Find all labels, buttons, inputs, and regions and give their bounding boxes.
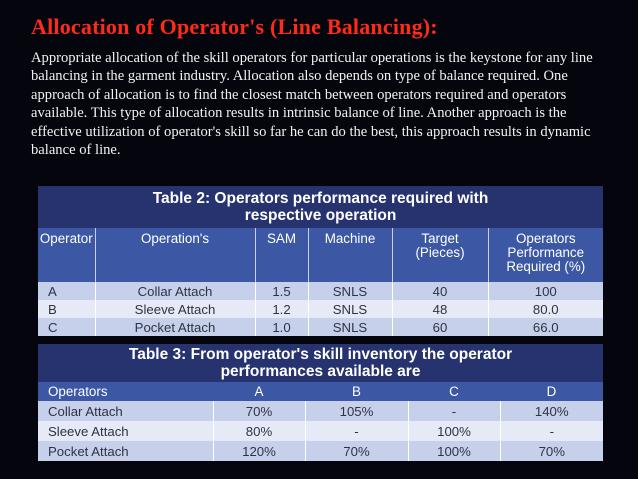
header-target [392, 228, 488, 282]
cell-operator: A [38, 282, 95, 300]
header-machine: Machine [308, 228, 392, 282]
cell-operation: Sleeve Attach [95, 300, 255, 318]
cell-operation: Pocket Attach [95, 318, 255, 336]
table-caption-line: Table 2: Operators performance required with [152, 190, 489, 207]
cell-sam: 1.5 [255, 282, 308, 300]
table-row [38, 318, 603, 336]
header-operation: Operation's [95, 228, 255, 282]
cell-operator: C [38, 318, 95, 336]
cell-c: 100% [408, 441, 500, 461]
table-skill-inventory [38, 344, 603, 461]
cell-performance: 100 [534, 283, 557, 299]
cell-performance: 80.0 [532, 301, 559, 317]
cell-operation: Collar Attach [38, 401, 213, 421]
cell-target: 48 [392, 300, 488, 318]
table-header-row [38, 228, 603, 282]
header-performance-line: Required (%) [506, 259, 586, 274]
cell-machine: SNLS [308, 318, 392, 336]
table-caption-line: performances available are [220, 363, 421, 380]
header-c: C [449, 383, 459, 399]
header-d: D [546, 383, 557, 399]
cell-machine: SNLS [308, 282, 392, 300]
cell-b: - [305, 421, 408, 441]
header-a: A [254, 383, 264, 399]
table-row [38, 401, 603, 421]
table-header-row [38, 382, 603, 401]
cell-a: 70% [213, 401, 305, 421]
table-caption [38, 344, 603, 382]
header-performance-line: Operators [515, 231, 576, 246]
cell-target: 40 [392, 282, 488, 300]
table-row [38, 421, 603, 441]
cell-c: - [408, 401, 500, 421]
cell-performance: 66.0 [532, 319, 559, 335]
cell-d: 70% [538, 443, 565, 459]
table-row [38, 300, 603, 318]
cell-b: 105% [305, 401, 408, 421]
header-target-line: (Pieces) [415, 245, 465, 260]
cell-a: 120% [213, 441, 305, 461]
cell-operation: Sleeve Attach [38, 421, 213, 441]
cell-sam: 1.2 [255, 300, 308, 318]
cell-a: 80% [213, 421, 305, 441]
cell-machine: SNLS [308, 300, 392, 318]
table-caption-line: Table 3: From operator's skill inventory the operator [128, 346, 513, 363]
cell-operation: Pocket Attach [38, 441, 213, 461]
cell-d: 140% [534, 403, 569, 419]
header-operator: Operator [38, 228, 95, 282]
cell-b: 70% [305, 441, 408, 461]
cell-c: 100% [408, 421, 500, 441]
slide-paragraph: Appropriate allocation of the skill operators for particular operations is the keystone for any line balancing in the garment industry. Allocation also depends on type of balance required. One approach of allocation is to find the closest match between operators required and operators available. This type of allocation results in intrinsic balance of line. Another approach is the effective utilization of operator's skill so far he can do the best, this approach results in dynamic balance of line. [31, 50, 593, 159]
slide-title: Allocation of Operator's (Line Balancing): [31, 14, 438, 39]
table-caption [38, 186, 603, 228]
header-performance-line: Performance [507, 245, 585, 260]
header-operators: Operators [48, 383, 108, 399]
header-sam: SAM [255, 228, 308, 282]
table-caption-line: respective operation [244, 207, 397, 224]
header-b: B [352, 383, 361, 399]
cell-sam: 1.0 [255, 318, 308, 336]
table-operators-required [38, 186, 603, 336]
table-row [38, 282, 603, 300]
table-row [38, 441, 603, 461]
cell-operator: B [38, 300, 95, 318]
cell-d: - [549, 423, 554, 439]
cell-target: 60 [392, 318, 488, 336]
header-performance [488, 228, 603, 282]
cell-operation: Collar Attach [95, 282, 255, 300]
header-target-line: Target [421, 231, 459, 246]
